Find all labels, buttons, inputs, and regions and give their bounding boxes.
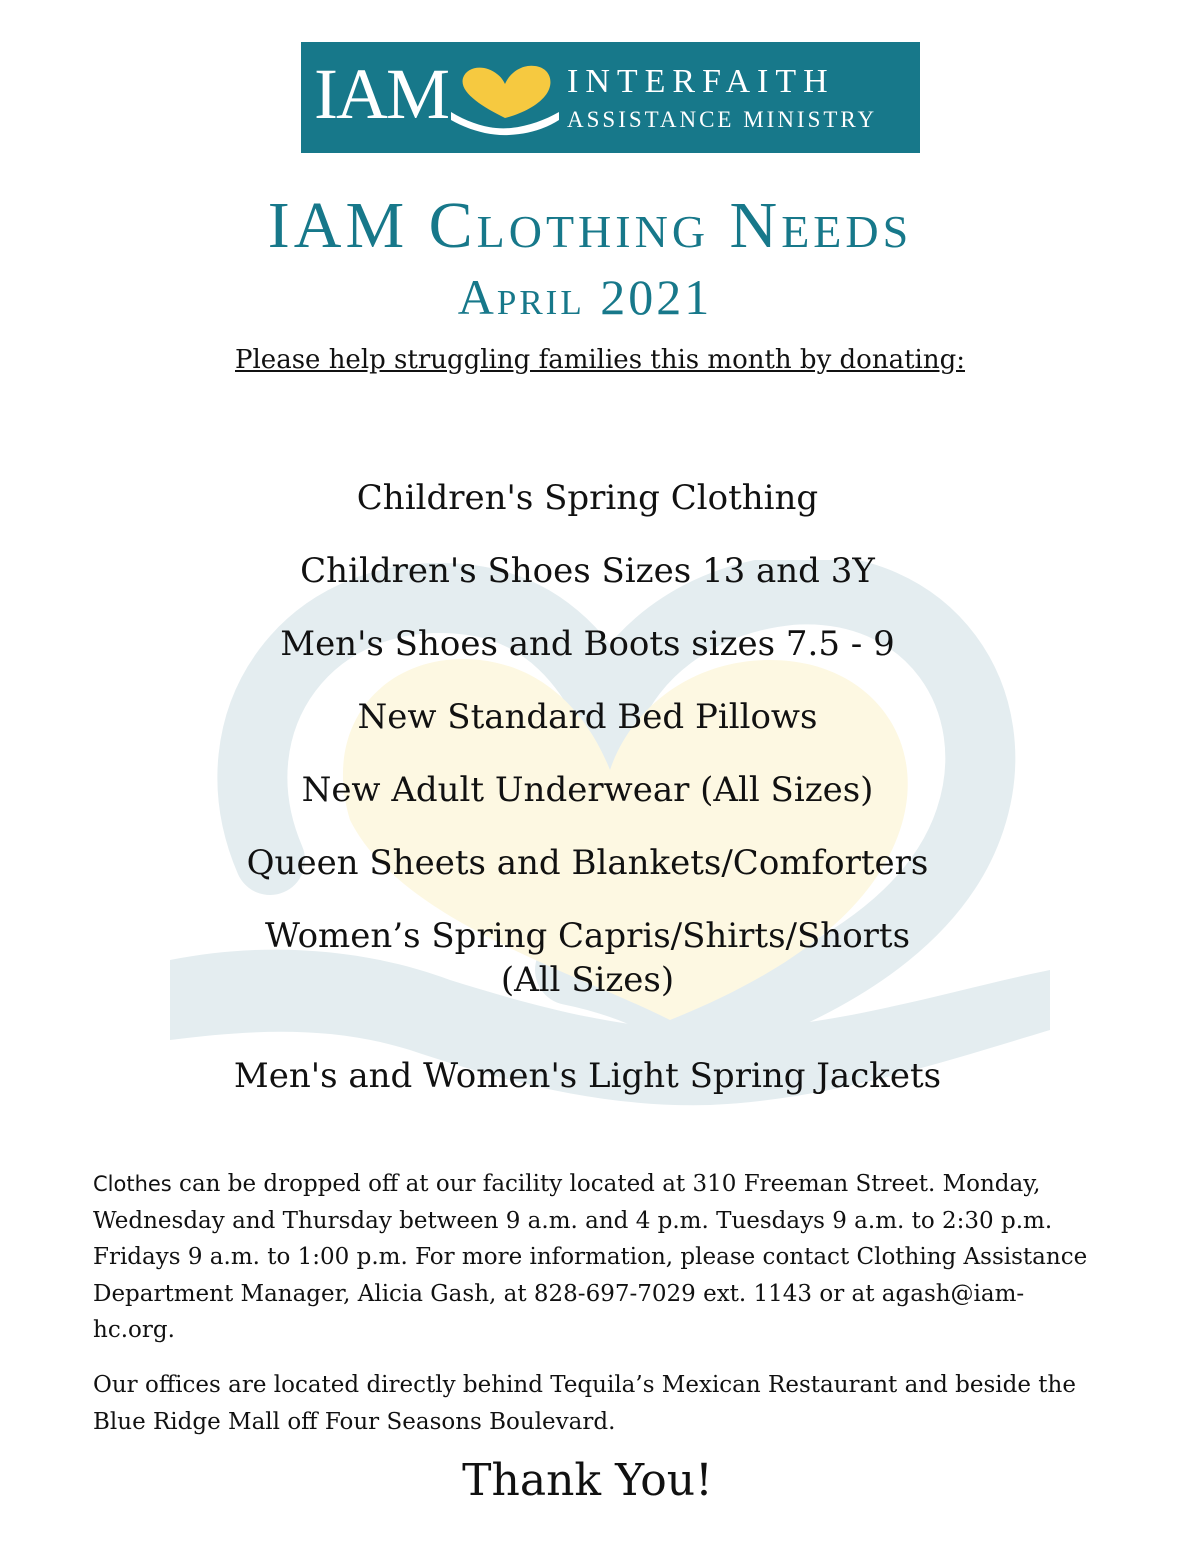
needs-list <box>0 476 1175 1127</box>
iam-logo-banner <box>301 42 920 153</box>
need-item: Women’s Spring Capris/Shirts/Shorts <box>264 916 911 956</box>
thank-you-closing: Thank You! <box>462 1455 713 1506</box>
need-item: Children's Spring Clothing <box>356 478 819 518</box>
dropoff-info-first-word: Clothes <box>93 1172 172 1196</box>
heart-hand-logo-icon <box>451 62 559 136</box>
page-title: IAM Clothing Needs <box>267 189 913 262</box>
need-item: Children's Shoes Sizes 13 and 3Y <box>300 551 875 591</box>
need-item: Men's and Women's Light Spring Jackets <box>233 1056 942 1096</box>
office-location-info: Our offices are located directly behind Tequila’s Mexican Restaurant and beside the Blue Ridge Mall off Four Seasons Boulevard. <box>93 1372 1076 1435</box>
dropoff-info <box>93 1166 1093 1349</box>
logo-name-line1: INTERFAITH <box>567 63 835 100</box>
page-subtitle: April 2021 <box>457 269 713 325</box>
need-item: New Adult Underwear (All Sizes) <box>301 770 874 810</box>
dropoff-info-text: can be dropped off at our facility located at 310 Freeman Street. Monday, Wednesday and Thursday between 9 a.m. and 4 p.m. Tuesdays 9 a.m. to 2:30 p.m. Fridays 9 a.m. to 1:00 p.m. For more information, please contact Clothing Assistance Department Manager, Alicia Gash, at 828-697-7029 ext. 1143 or at agash@iam-hc.org. <box>93 1171 1088 1343</box>
need-item: New Standard Bed Pillows <box>357 697 818 737</box>
logo-acronym: IAM <box>314 54 448 134</box>
need-item-continuation: (All Sizes) <box>500 960 675 1000</box>
need-item: Men's Shoes and Boots sizes 7.5 - 9 <box>280 624 895 664</box>
logo-name-line2: ASSISTANCE MINISTRY <box>567 107 878 132</box>
need-item: Queen Sheets and Blankets/Comforters <box>246 843 929 883</box>
donation-intro: Please help struggling families this month by donating: <box>235 345 965 375</box>
